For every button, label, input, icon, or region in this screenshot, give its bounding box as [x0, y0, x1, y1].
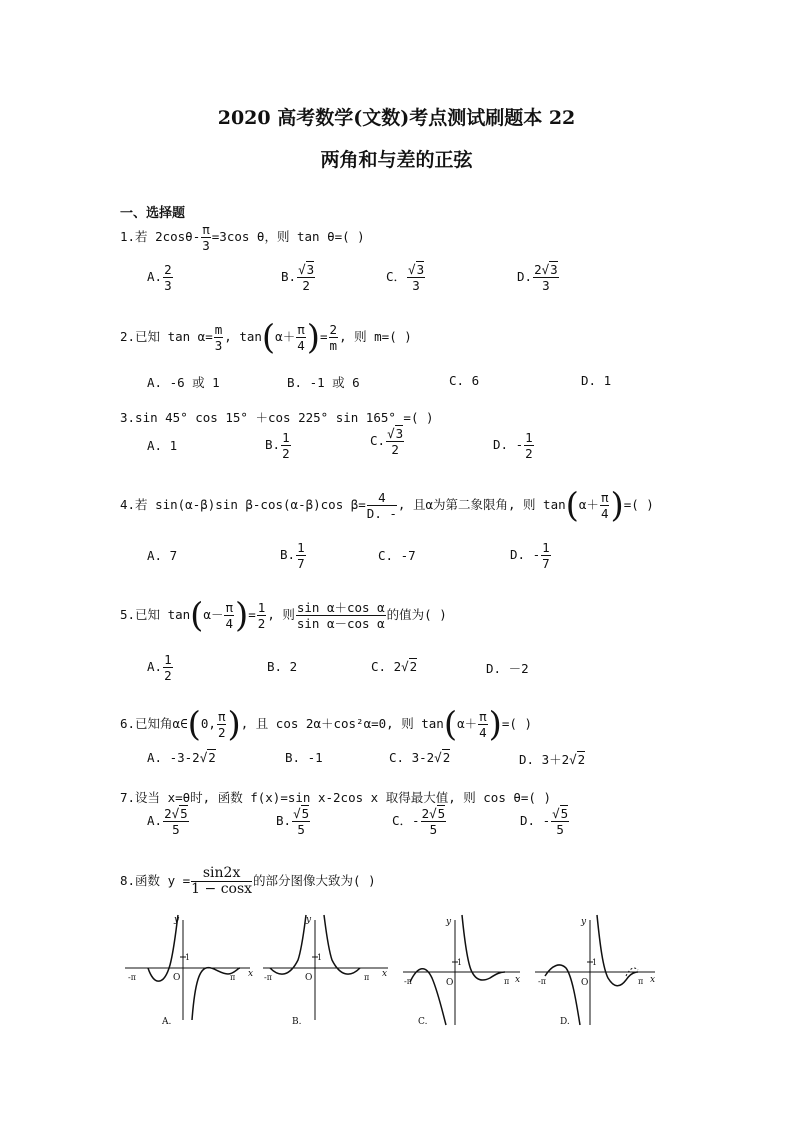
graph-d-x-label: x: [650, 975, 656, 985]
graph-b-pi: π: [364, 973, 370, 982]
graph-a-label: A.: [162, 1017, 172, 1027]
graph-b-y-label: y: [306, 915, 312, 925]
graph-c-pi: π: [504, 977, 510, 986]
question-2: 2.已知 tan α= $\frac{m}{3}$ , tan(α＋ $\frac{\pi}{4}$ )= $\frac{2}{m}$ , 则 m=( ): [120, 317, 412, 358]
graph-d-minus-pi: -π: [538, 977, 546, 986]
q4-option-b[interactable]: B. $\frac{1}{7}$: [280, 540, 305, 571]
q1-option-d[interactable]: D. $\frac{2√3}{3}$: [517, 262, 558, 293]
graph-a-y-label: y: [174, 915, 180, 925]
q4-option-d[interactable]: D. - $\frac{1}{7}$: [510, 540, 550, 571]
question-1: 1.若 2cosθ- $\frac{\pi}{3}$ =3cos θ，则 tan θ=( ): [120, 222, 365, 253]
q2-option-b[interactable]: B. -1 或 6: [287, 375, 360, 390]
page-subtitle: 两角和与差的正弦: [320, 149, 473, 171]
q4-option-c[interactable]: C. -7: [378, 548, 416, 563]
q6-option-b[interactable]: B. -1: [285, 750, 323, 765]
graph-b-label: B.: [292, 1017, 302, 1027]
q7-option-d[interactable]: D. - $\frac{√5}{5}$: [520, 806, 569, 837]
question-8: 8.函数 y = $\frac{\sin 2x}{1 - \cos x}$ 的部分图像大致为( ): [120, 865, 376, 897]
q2-option-a[interactable]: A. -6 或 1: [147, 375, 220, 390]
graph-d-pi: π: [638, 977, 644, 986]
graph-c-label: C.: [418, 1017, 428, 1027]
graph-b-origin: O: [305, 973, 313, 983]
graph-c[interactable]: [403, 915, 520, 1027]
q1-option-a[interactable]: A. $\frac{2}{3}$: [147, 262, 172, 293]
q2-option-c[interactable]: C. 6: [449, 373, 480, 388]
question-7: 7.设当 x=θ时, 函数 f(x)=sin x-2cos x 取得最大值, 则 cos θ=( ): [120, 790, 552, 805]
q3-option-d[interactable]: D. - $\frac{1}{2}$: [493, 430, 533, 461]
q8-graphs: [120, 910, 680, 1035]
graph-b-minus-pi: -π: [264, 973, 272, 982]
graph-c-minus-pi: -π: [404, 977, 412, 986]
graph-c-origin: O: [446, 978, 454, 988]
graph-c-x-label: x: [515, 975, 521, 985]
graph-d[interactable]: [535, 915, 655, 1027]
graph-b-one: 1: [317, 953, 323, 962]
q6-option-d[interactable]: D. 3＋2√2: [519, 752, 586, 767]
graph-b[interactable]: [263, 915, 388, 1027]
graph-d-y-label: y: [581, 917, 587, 927]
q3-option-b[interactable]: B. $\frac{1}{2}$: [265, 430, 290, 461]
q1-option-b[interactable]: B. $\frac{√3}{2}$: [281, 262, 315, 293]
q5-option-d[interactable]: D. －2: [486, 661, 529, 676]
graph-a-pi: π: [230, 973, 236, 982]
graph-b-x-label: x: [382, 969, 388, 979]
q7-option-b[interactable]: B. $\frac{√5}{5}$: [276, 806, 310, 837]
q7-option-a[interactable]: A. $\frac{2√5}{5}$: [147, 806, 188, 837]
question-5: 5.已知 tan(α－ $\frac{\pi}{4}$ )= $\frac{1}{2}$ , 则 $\frac{\text{sin α＋cos α}}{\text{sin α－cos α}}$ 的值为( ): [120, 595, 447, 636]
q5-option-b[interactable]: B. 2: [267, 659, 298, 674]
q3-option-a[interactable]: A. 1: [147, 438, 178, 453]
section-heading: 一、选择题: [120, 206, 186, 221]
graph-d-one: 1: [592, 958, 598, 967]
q3-option-c[interactable]: C. $\frac{√3}{2}$: [370, 426, 404, 457]
q5-option-c[interactable]: C. 2√2: [371, 659, 418, 674]
q1-option-c[interactable]: C． $\frac{√3}{3}$: [386, 262, 425, 293]
graph-c-y-label: y: [446, 917, 452, 927]
question-3: 3.sin 45° cos 15° ＋cos 225° sin 165° =( ): [120, 410, 434, 425]
question-6: 6.已知角α∈(0, $\frac{\pi}{2}$ ), 且 cos 2α＋cos²α=0, 则 tan(α＋ $\frac{\pi}{4}$ )=( ): [120, 704, 533, 745]
graph-c-one: 1: [457, 958, 463, 967]
page-title: 2020 高考数学(文数)考点测试刷题本 22: [217, 107, 576, 129]
q4-option-a[interactable]: A. 7: [147, 548, 178, 563]
graph-d-label: D.: [560, 1017, 570, 1027]
graph-a-one: 1: [185, 953, 191, 962]
graph-d-origin: O: [581, 978, 589, 988]
q5-option-a[interactable]: A. $\frac{1}{2}$: [147, 652, 172, 683]
graph-a-minus-pi: -π: [128, 973, 136, 982]
graph-a[interactable]: [125, 915, 253, 1027]
graph-a-origin: O: [173, 973, 181, 983]
q6-option-a[interactable]: A. -3-2√2: [147, 750, 216, 765]
question-4: 4.若 sin(α-β)sin β-cos(α-β)cos β= $\frac{4}{D. -}$ , 且α为第二象限角, 则 tan(α＋ $\frac{\pi}{4}$ )=( ): [120, 485, 654, 526]
graph-a-x-label: x: [248, 969, 254, 979]
q7-option-c[interactable]: C．- $\frac{2√5}{5}$: [392, 806, 446, 837]
q6-option-c[interactable]: C. 3-2√2: [389, 750, 451, 765]
q2-option-d[interactable]: D. 1: [581, 373, 612, 388]
